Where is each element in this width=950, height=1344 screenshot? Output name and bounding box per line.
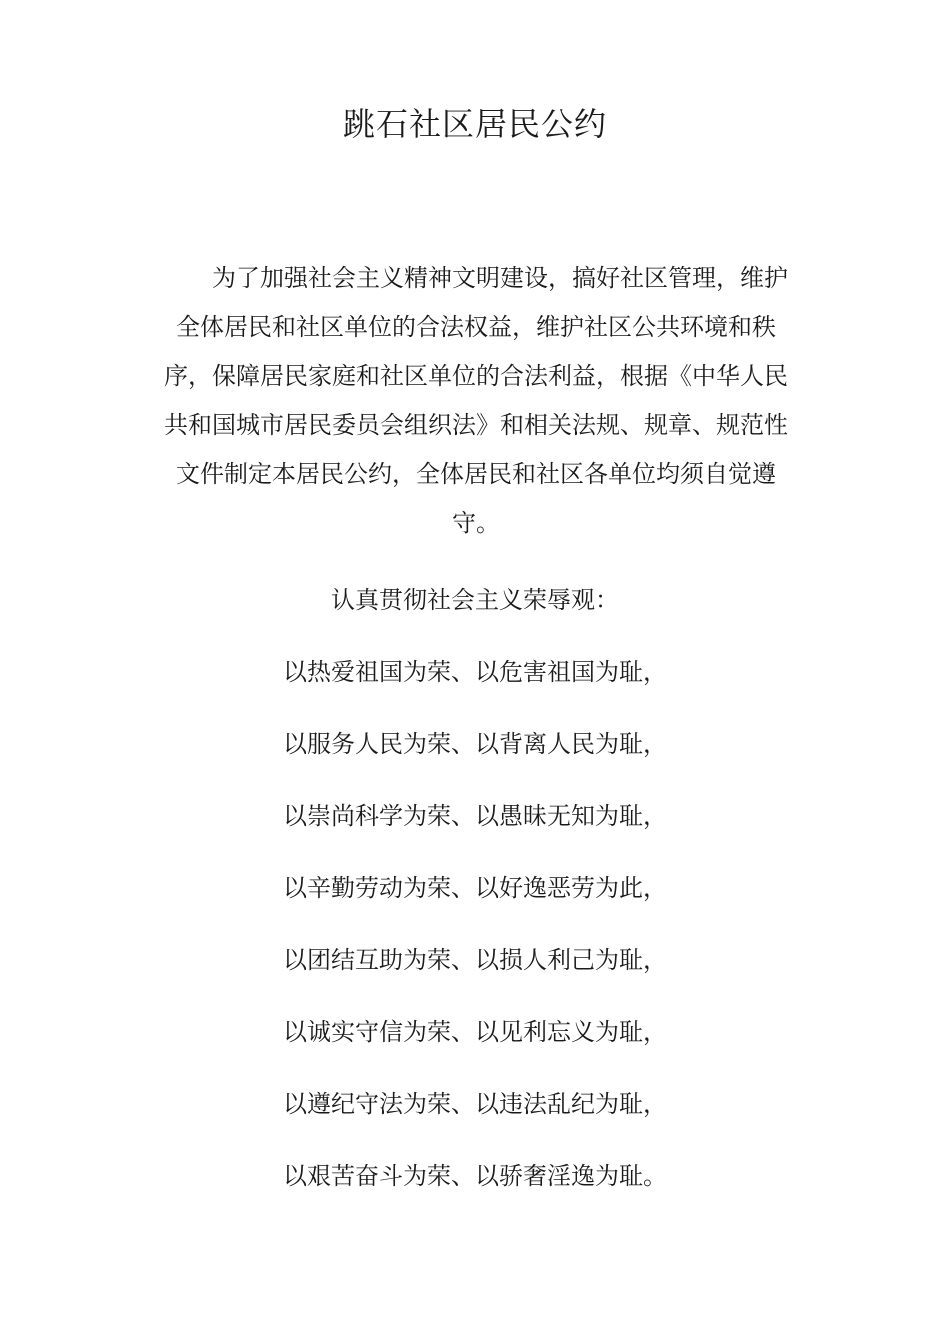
intro-line: 共和国城市居民委员会组织法》和相关法规、规章、规范性	[164, 411, 788, 439]
list-item: 以团结互助为荣、以损人利己为耻，	[283, 946, 667, 974]
list-item: 以遵纪守法为荣、以违法乱纪为耻，	[283, 1090, 667, 1118]
list-item: 以崇尚科学为荣、以愚昧无知为耻，	[283, 802, 667, 830]
document-title: 跳石社区居民公约	[342, 105, 607, 143]
intro-line: 为了加强社会主义精神文明建设，搞好社区管理，维护	[212, 264, 788, 292]
intro-line: 文件制定本居民公约，全体居民和社区各单位均须自觉遵	[176, 460, 776, 488]
maxims-list	[0, 652, 950, 1228]
intro-paragraph	[140, 254, 812, 548]
intro-line: 序，保障居民家庭和社区单位的合法利益，根据《中华人民	[164, 362, 788, 390]
section-heading: 认真贯彻社会主义荣辱观：	[331, 586, 619, 614]
list-item: 以热爱祖国为荣、以危害祖国为耻，	[283, 658, 667, 686]
intro-line: 全体居民和社区单位的合法权益，维护社区公共环境和秩	[176, 313, 776, 341]
intro-line: 守。	[452, 509, 500, 537]
list-item: 以艰苦奋斗为荣、以骄奢淫逸为耻。	[283, 1162, 667, 1190]
list-item: 以辛勤劳动为荣、以好逸恶劳为此，	[283, 874, 667, 902]
list-item: 以服务人民为荣、以背离人民为耻，	[283, 730, 667, 758]
list-item: 以诚实守信为荣、以见利忘义为耻，	[283, 1018, 667, 1046]
